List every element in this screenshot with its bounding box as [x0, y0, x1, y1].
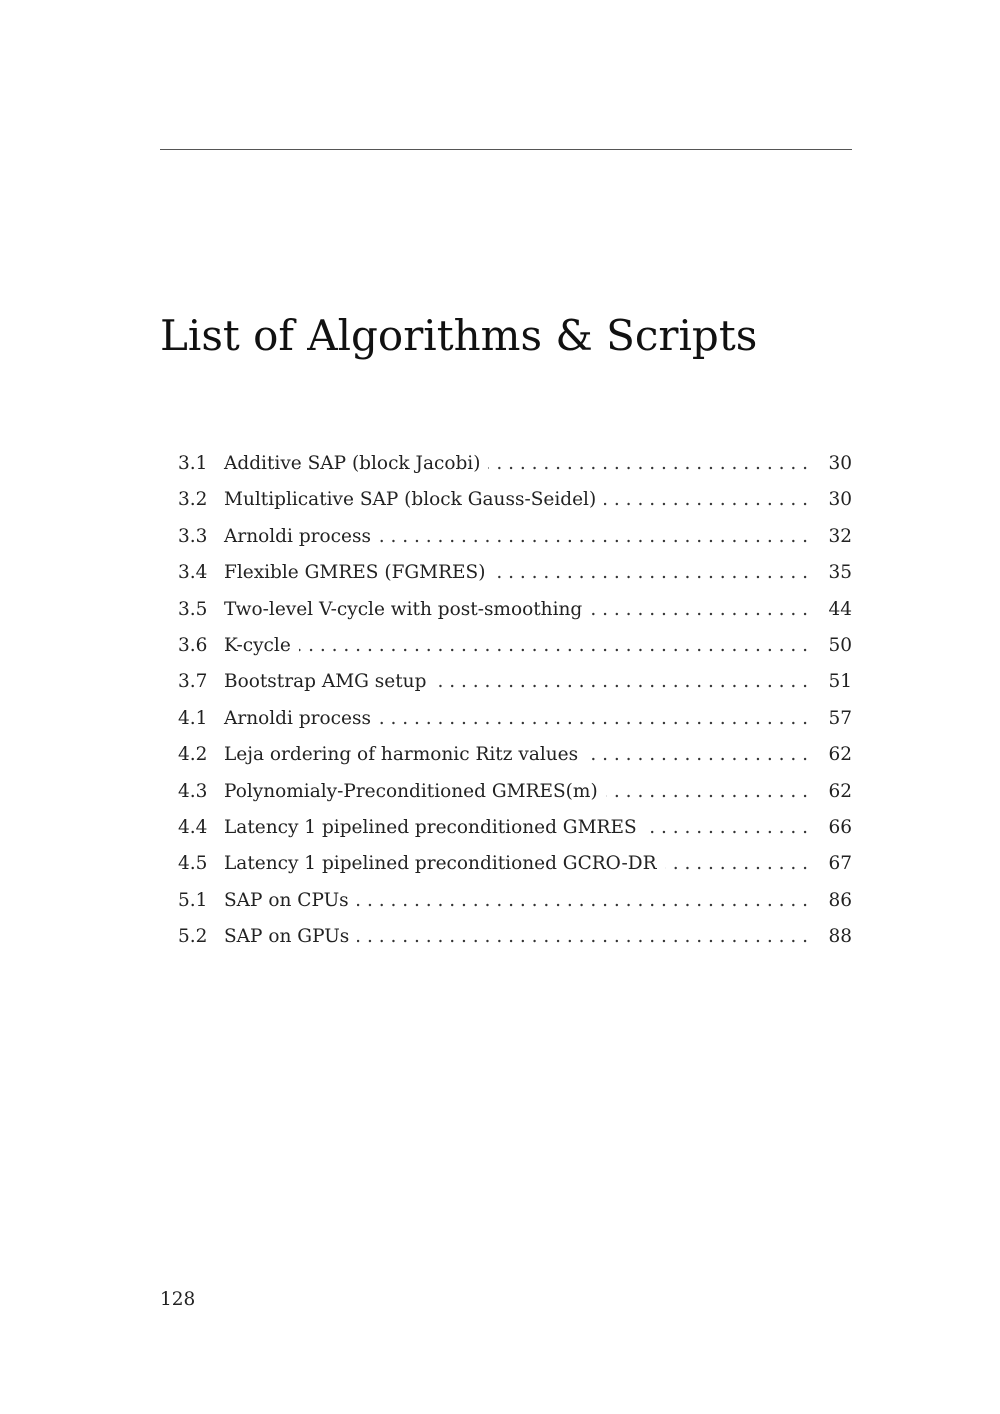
- item-number: 4.3: [178, 780, 208, 802]
- item-page[interactable]: 35: [828, 562, 852, 584]
- item-page[interactable]: 50: [828, 634, 852, 656]
- algorithm-list: [178, 446, 852, 955]
- list-item[interactable]: [178, 628, 852, 664]
- item-title[interactable]: Multiplicative SAP (block Gauss-Seidel): [224, 489, 597, 511]
- item-number: 5.2: [178, 926, 208, 948]
- dot-leader: [434, 664, 808, 700]
- item-title[interactable]: Polynomialy-Preconditioned GMRES(m): [224, 780, 598, 802]
- list-item[interactable]: [178, 883, 852, 919]
- dot-leader: [586, 737, 808, 773]
- item-page[interactable]: 32: [828, 525, 852, 547]
- item-page[interactable]: 62: [828, 744, 852, 766]
- item-page[interactable]: 57: [828, 707, 852, 729]
- list-item[interactable]: [178, 592, 852, 628]
- item-number: 3.4: [178, 562, 208, 584]
- item-title[interactable]: Leja ordering of harmonic Ritz values: [224, 744, 579, 766]
- item-title[interactable]: Arnoldi process: [224, 707, 371, 729]
- item-number: 3.6: [178, 634, 208, 656]
- item-number: 3.2: [178, 489, 208, 511]
- item-title[interactable]: Two-level V-cycle with post-smoothing: [224, 598, 583, 620]
- dot-leader: [379, 519, 808, 555]
- item-number: 3.3: [178, 525, 208, 547]
- item-number: 3.7: [178, 671, 208, 693]
- item-title[interactable]: Arnoldi process: [224, 525, 371, 547]
- list-item[interactable]: [178, 555, 852, 591]
- item-title[interactable]: Latency 1 pipelined preconditioned GMRES: [224, 816, 637, 838]
- list-item[interactable]: [178, 482, 852, 518]
- item-page[interactable]: 44: [828, 598, 852, 620]
- item-page[interactable]: 62: [828, 780, 852, 802]
- dot-leader: [645, 810, 808, 846]
- dot-leader: [604, 482, 808, 518]
- item-page[interactable]: 30: [828, 489, 852, 511]
- item-title[interactable]: Latency 1 pipelined preconditioned GCRO-DR: [224, 853, 657, 875]
- list-item[interactable]: [178, 919, 852, 955]
- item-number: 3.5: [178, 598, 208, 620]
- item-title[interactable]: SAP on GPUs: [224, 926, 350, 948]
- item-number: 3.1: [178, 453, 208, 474]
- list-item[interactable]: [178, 701, 852, 737]
- dot-leader: [606, 774, 808, 810]
- page-number: 128: [160, 1289, 196, 1310]
- dot-leader: [357, 919, 808, 955]
- item-number: 4.5: [178, 853, 208, 875]
- item-number: 5.1: [178, 889, 208, 911]
- header-rule: [160, 149, 852, 150]
- item-number: 4.2: [178, 744, 208, 766]
- dot-leader: [488, 446, 808, 482]
- item-page[interactable]: 51: [828, 671, 852, 693]
- dot-leader: [299, 628, 808, 664]
- item-title[interactable]: Additive SAP (block Jacobi): [224, 453, 481, 474]
- page-title: List of Algorithms & Scripts: [160, 311, 758, 360]
- item-page[interactable]: 66: [828, 816, 852, 838]
- list-item[interactable]: [178, 846, 852, 882]
- item-page[interactable]: 88: [828, 926, 852, 948]
- item-number: 4.4: [178, 816, 208, 838]
- dot-leader: [379, 701, 808, 737]
- list-item[interactable]: [178, 737, 852, 773]
- list-item[interactable]: [178, 446, 852, 482]
- dot-leader: [590, 592, 808, 628]
- dot-leader: [493, 555, 808, 591]
- list-item[interactable]: [178, 664, 852, 700]
- item-page[interactable]: 30: [828, 453, 852, 474]
- list-item[interactable]: [178, 810, 852, 846]
- dot-leader: [357, 883, 808, 919]
- item-title[interactable]: Flexible GMRES (FGMRES): [224, 562, 486, 584]
- item-number: 4.1: [178, 707, 208, 729]
- list-item[interactable]: [178, 519, 852, 555]
- item-title[interactable]: Bootstrap AMG setup: [224, 671, 427, 693]
- item-title[interactable]: K-cycle: [224, 634, 291, 656]
- dot-leader: [665, 846, 808, 882]
- item-title[interactable]: SAP on CPUs: [224, 889, 349, 911]
- item-page[interactable]: 86: [828, 889, 852, 911]
- item-page[interactable]: 67: [828, 853, 852, 875]
- list-item[interactable]: [178, 774, 852, 810]
